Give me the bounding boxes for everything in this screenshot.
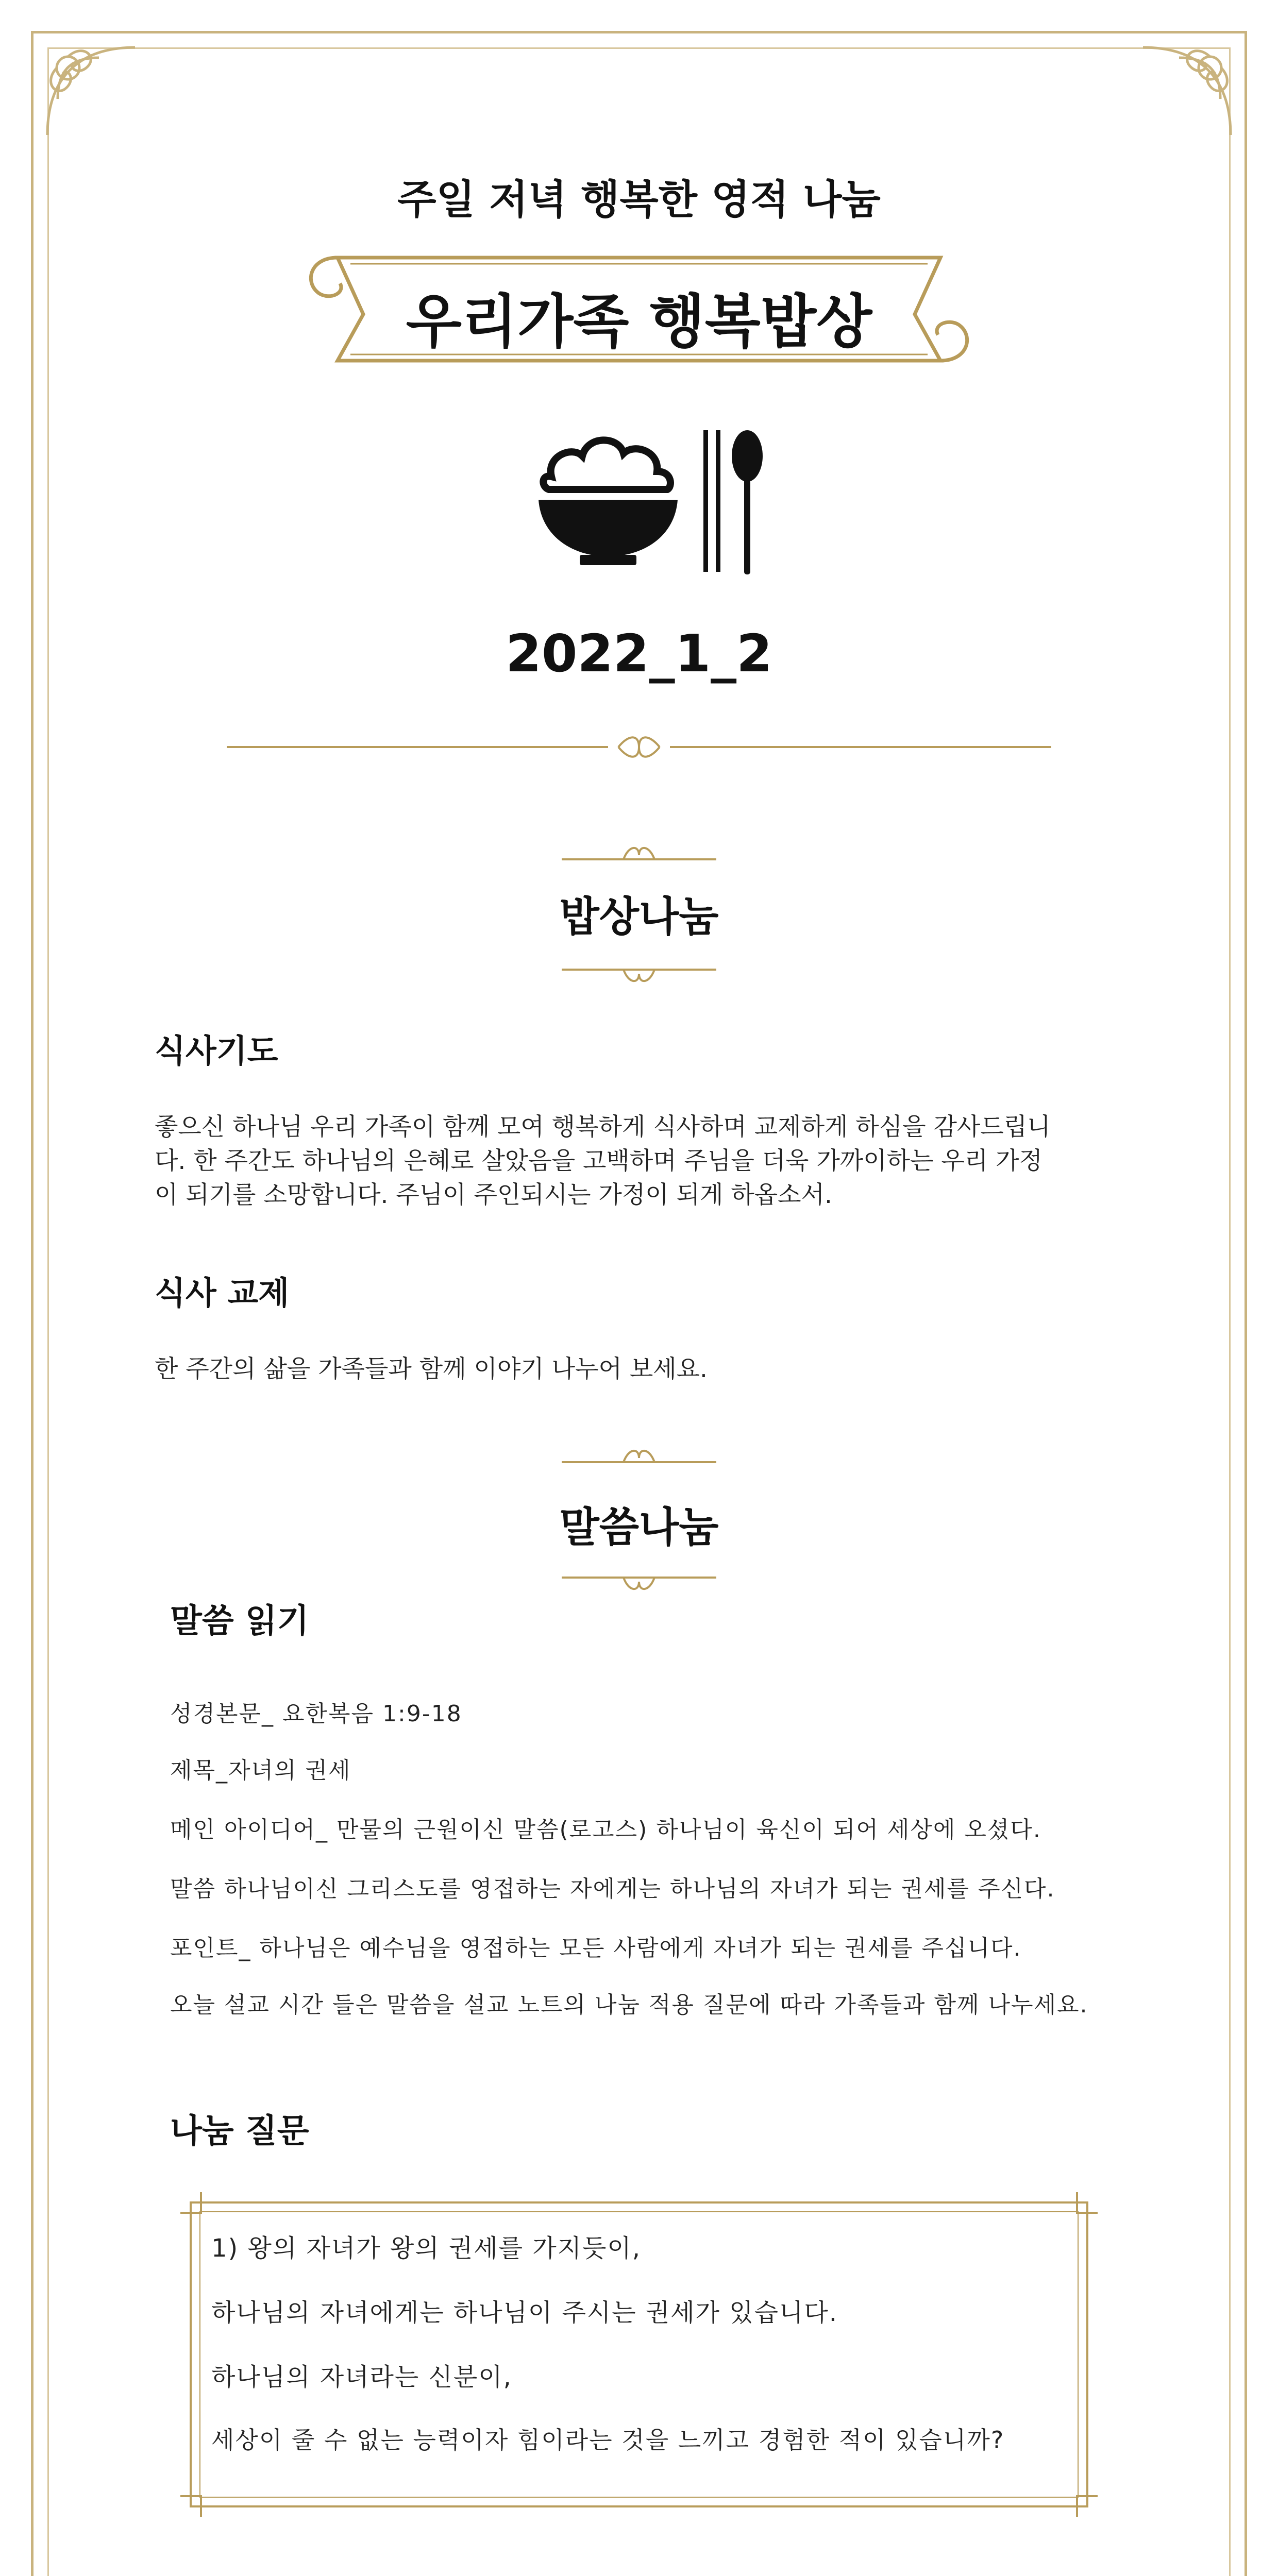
section-ornament-top: [562, 840, 716, 866]
question-line-1: 1) 왕의 자녀가 왕의 권세를 가지듯이,: [211, 2234, 641, 2263]
bible-line-4: 말씀 하나님이신 그리스도를 영접하는 자에게는 하나님의 자녀가 되는 권세를 주신다.: [170, 1876, 1055, 1902]
prayer-line-3: 이 되기를 소망합니다. 주님이 주인되시는 가정이 되게 하옵소서.: [155, 1181, 832, 1209]
question-line-2: 하나님의 자녀에게는 하나님이 주시는 권세가 있습니다.: [211, 2298, 838, 2327]
bible-line-2: 제목_자녀의 권세: [170, 1757, 351, 1784]
page-title: 우리가족 행복밥상: [406, 289, 872, 355]
section-title-word: 말씀나눔: [559, 1503, 719, 1551]
fellowship-text: 한 주간의 삶을 가족들과 함께 이야기 나누어 보세요.: [155, 1355, 708, 1383]
section-ornament-bottom: [562, 963, 716, 989]
fellowship-heading: 식사 교제: [155, 1274, 290, 1312]
question-line-3: 하나님의 자녀라는 신분이,: [211, 2363, 512, 2392]
date-label: 2022_1_2: [506, 623, 772, 684]
section-ornament-bottom: [562, 1571, 716, 1597]
corner-ornament-top-left: [37, 37, 145, 145]
corner-ornament-top-right: [1133, 37, 1241, 145]
prayer-line-2: 다. 한 주간도 하나님의 은혜로 살았음을 고백하며 주님을 더욱 가까이하는 우리 가정: [155, 1147, 1042, 1175]
bible-line-6: 오늘 설교 시간 들은 말씀을 설교 노트의 나눔 적용 질문에 따라 가족들과 함께 나누세요.: [170, 1992, 1088, 2018]
reading-heading: 말씀 읽기: [170, 1602, 309, 1640]
question-heading: 나눔 질문: [170, 2112, 309, 2150]
bible-line-5: 포인트_ 하나님은 예수님을 영접하는 모든 사람에게 자녀가 되는 권세를 주십니다.: [170, 1935, 1022, 1961]
prayer-line-1: 좋으신 하나님 우리 가족이 함께 모여 행복하게 식사하며 교제하게 하심을 감사드립니: [155, 1113, 1051, 1141]
chopsticks-spoon-icon: [698, 428, 765, 577]
rice-bowl-icon: [531, 420, 685, 569]
section-title-meal: 밥상나눔: [559, 893, 719, 941]
prayer-heading: 식사기도: [155, 1032, 278, 1070]
subtitle: 주일 저녁 행복한 영적 나눔: [397, 177, 881, 223]
bible-line-3: 메인 아이디어_ 만물의 근원이신 말씀(로고스) 하나님이 육신이 되어 세상에 오셨다.: [170, 1817, 1041, 1843]
section-ornament-top: [562, 1443, 716, 1468]
divider-ornament: [227, 732, 1051, 762]
bible-line-1: 성경본문_ 요한복음 1:9-18: [170, 1701, 462, 1727]
question-line-4: 세상이 줄 수 없는 능력이자 힘이라는 것을 느끼고 경험한 적이 있습니까?: [211, 2426, 1005, 2454]
